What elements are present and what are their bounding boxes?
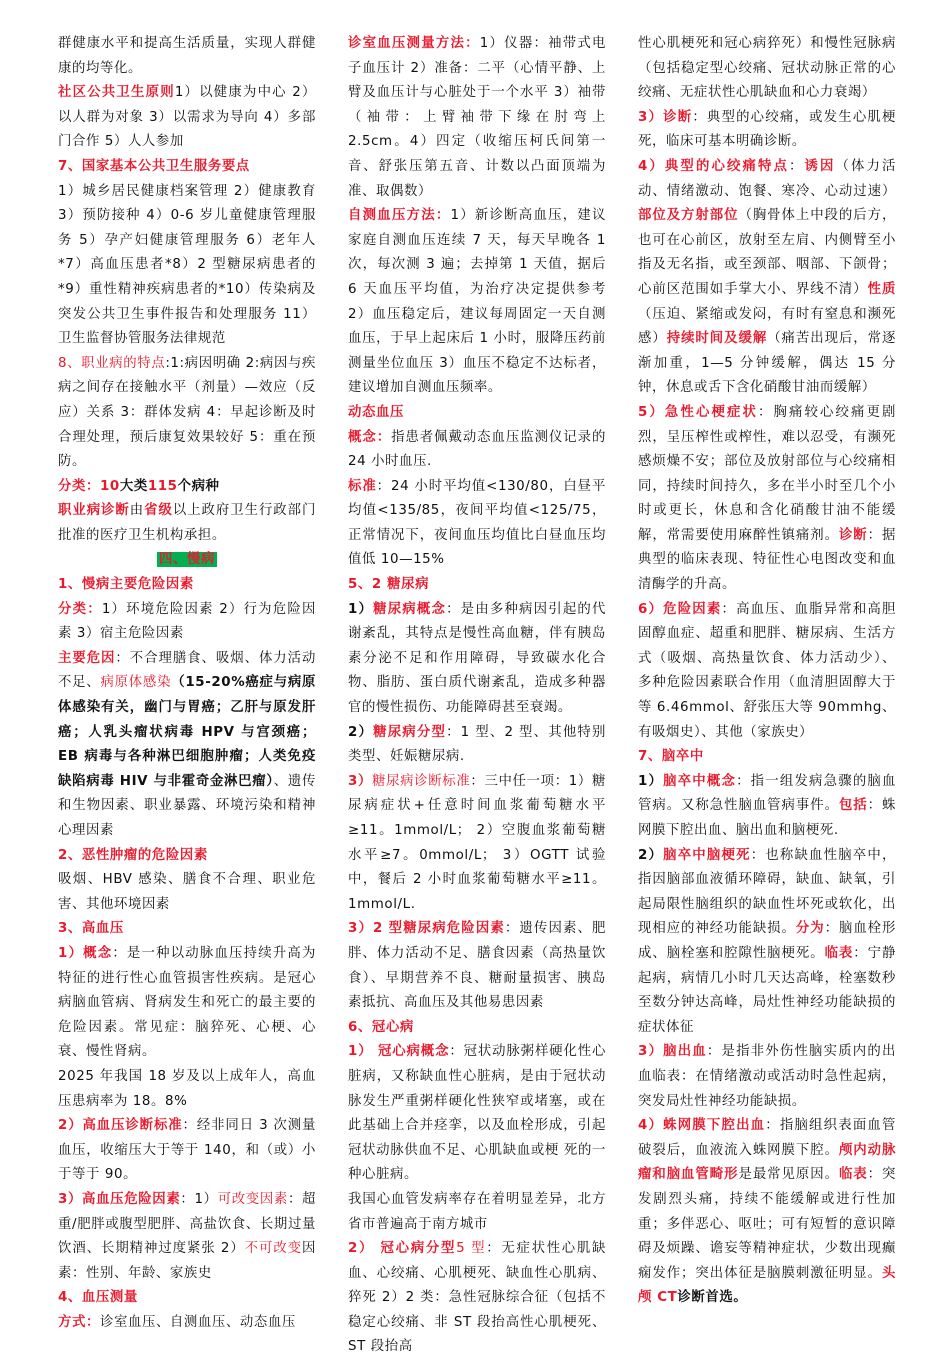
paragraph: 2）脑卒中脑梗死：也称缺血性脑卒中，指因脑部血液循环障碍，缺血、缺氧，引起局限性脑组织的缺血性坏死或软化，出现相应的神经功能缺损。分为：脑血栓形成、脑栓塞和腔隙性脑梗死。临表：宁静起病，病情几小时几天达高峰，栓塞数秒至数分钟达高峰，局灶性神经功能缺损的症状体征: [638, 847, 897, 1035]
paragraph: 分类：1）环境危险因素 2）行为危险因素 3）宿主危险因素: [58, 601, 316, 642]
section-title: 四、慢病: [159, 552, 215, 568]
paragraph: 8、职业病的特点:1:病因明确 2:病因与疾病之间存在接触水平（剂量）—效应（反应）关系 3：群体发病 4：早起诊断及时合理处理，预后康复效果较好 5：重在预防。: [58, 355, 316, 470]
paragraph: 1）脑卒中概念：指一组发病急骤的脑血管病。又称急性脑血管病事件。包括：蛛网膜下腔出血、脑出血和脑梗死.: [638, 773, 897, 838]
paragraph: 2）糖尿病分型：1 型、2 型、其他特别类型、妊娠糖尿病.: [348, 724, 606, 765]
paragraph: 3）脑出血：是指非外伤性脑实质内的出血临表：在情绪激动或活动时急性起病，突发局灶性神经功能缺损。: [638, 1044, 896, 1109]
paragraph: 方式：诊室血压、自测血压、动态血压: [58, 1314, 296, 1330]
heading-inline: 社区公共卫生原则: [58, 85, 175, 101]
paragraph: 5）急性心梗症状：胸痛较心绞痛更剧烈，呈压榨性或榨性，难以忍受，有濒死感烦燥不安；部位及放射部位与心绞痛相同，持续时间持久，多在半小时至几个小时或更长，休息和含化硝酸甘油不能缓解，常需要使用麻醉性镇痛剂。诊断：据典型的临床表现、特征性心电图改变和血清酶学的升高。: [638, 404, 896, 593]
section-heading: 7、脑卒中: [638, 749, 704, 765]
paragraph: 1）概念：是一种以动脉血压持续升高为特征的进行性心血管损害性疾病。是冠心病脑血管病、肾病发生和死亡的最主要的危险因素。常见症：脑猝死、心梗、心衰、慢性肾病。: [58, 945, 317, 1060]
paragraph: 1）糖尿病概念：是由多种病因引起的代谢紊乱，其特点是慢性高血糖，伴有胰岛素分泌不足和作用障碍，导致碳水化合物、脂肪、蛋白质代谢紊乱，造成多种器官的慢性损伤、功能障碍甚至衰竭。: [348, 601, 607, 716]
paragraph: 1） 冠心病概念：冠状动脉粥样硬化性心脏病，又称缺血性心脏病，是由于冠状动脉发生严重粥样硬化性狭窄或堵塞，或在此基础上合并痉挛，以及血栓形成，引起冠状动脉供血不足、心肌缺血或梗 死的一种心脏病。: [348, 1044, 607, 1183]
paragraph: 社区公共卫生原则1）以健康为中心 2）以人群为对象 3）以需求为导向 4）多部门合作 5）人人参加: [58, 85, 316, 150]
paragraph: 4）典型的心绞痛特点：诱因（体力活动、情绪激动、饱餐、寒冷、心动过速）部位及方射部位（胸骨体上中段的后方，也可在心前区，放射至左肩、内侧臂至小指及无名指，或至颈部、咽部、下颌骨；心前区范围如手掌大小、界线不清）性质（压迫、紧缩或发闷，有时有窒息和濒死感）持续时间及缓解（痛苦出现后，常逐渐加重，1—5 分钟缓解，偶达 15 分钟，休息或舌下含化硝酸甘油而缓解）: [638, 158, 897, 396]
paragraph: 性心肌梗死和冠心病猝死）和慢性冠脉病（包括稳定型心绞痛、冠状动脉正常的心绞痛、无症状性心肌缺血和心力衰竭）: [638, 36, 896, 101]
heading-inline: 8、职业病的特点: [58, 355, 166, 371]
paragraph: 3）高血压危险因素：1）可改变因素：超重/肥胖或腹型肥胖、高盐饮食、长期过量饮酒、长期精神过度紧张 2）不可改变因素：性别、年龄、家族史: [58, 1191, 317, 1281]
paragraph: 职业病诊断由省级以上政府卫生行政部门批准的医疗卫生机构承担。: [58, 503, 317, 543]
paragraph: 标准：24 小时平均值<130/80，白昼平均值<135/85，夜间平均值<125/75，正常情况下，夜间血压均值比白昼血压均值低 10—15%: [348, 478, 606, 568]
paragraph: 6）危险因素：高血压、血脂异常和高胆固醇血症、超重和肥胖、糖尿病、生活方式（吸烟、高热量饮食、体力活动少）、多种危险因素联合作用（血清胆固醇大于等 6.46mmol、舒张压大等 90mmhg、有吸烟史）、其他（家族史）: [638, 601, 896, 740]
paragraph: 主要危因：不合理膳食、吸烟、体力活动不足、病原体感染（15-20%癌症与病原体感染有关，幽门与胃癌；乙肝与原发肝癌；人乳头瘤状病毒 HPV 与宫颈癌；EB 病毒与各种淋巴细胞肿瘤；人类免疫缺陷病毒 HIV 与非霍奇金淋巴瘤）、遗传和生物因素、职业暴露、环境污染和精神心理因素: [58, 650, 316, 838]
paragraph: 我国心血管发病率存在着明显差异，北方省市普遍高于南方城市: [348, 1191, 606, 1232]
column-2: [348, 32, 606, 1360]
section-heading: 5、2 糖尿病: [348, 577, 430, 593]
section-heading: 7、国家基本公共卫生服务要点: [58, 158, 250, 174]
paragraph: 诊室血压测量方法：1）仪器：袖带式电子血压计 2）准备：二平（心情平静、上臂及血压计与心脏处于一个水平 3）袖带（袖带：上臂袖带下缘在肘弯上 2.5cm。4）四定（收缩压柯氏间第一音、舒张压第五音、计数以凸面顶端为准、取偶数）: [348, 36, 607, 199]
paragraph: 2）高血压诊断标准：经非同日 3 次测量血压，收缩压大于等于 140，和（或）小于等于 90。: [58, 1118, 316, 1183]
section-heading: 3、高血压: [58, 921, 124, 937]
paragraph: 4）蛛网膜下腔出血：指脑组织表面血管破裂后，血液流入蛛网膜下腔。颅内动脉瘤和脑血管畸形是最常见原因。临表：突发剧烈头痛，持续不能缓解或进行性加重；多伴恶心、呕吐；可有短暂的意识障碍及烦躁、谵妄等精神症状，少数出现癫痫发作；突出体征是脑膜刺激征明显。头颅 CT诊断首选。: [638, 1118, 896, 1306]
paragraph: 自测血压方法：1）新诊断高血压，建议家庭自测血压连续 7 天，每天早晚各 1 次，每次测 3 遍；去掉第 1 天值，据后 6 天血压平均值，为治疗决定提供参考 2）血压稳定后，建议每周固定一天自测血压，于早上起床后 1 小时，服降压药前测量坐位血压 3）血压不稳定不达标者，建议增加自测血压频率。: [348, 208, 606, 396]
section-heading: 2、恶性肿瘤的危险因素: [58, 847, 208, 863]
paragraph: 2025 年我国 18 岁及以上成年人，高血压患病率为 18。8%: [58, 1068, 316, 1109]
paragraph: 吸烟、HBV 感染、膳食不合理、职业危害、其他环境因素: [58, 872, 316, 912]
paragraph: 分类：10大类115个病种: [58, 478, 220, 494]
column-1: [58, 32, 316, 1335]
section-heading: 动态血压: [348, 404, 404, 420]
column-3: [638, 32, 896, 1311]
section-heading: 1、慢病主要危险因素: [58, 577, 194, 593]
section-heading: 4、血压测量: [58, 1290, 138, 1306]
paragraph: 2） 冠心病分型5 型：无症状性心肌缺血、心绞痛、心肌梗死、缺血性心肌病、猝死 2）2 类：急性冠脉综合征（包括不稳定心绞痛、非 ST 段抬高性心肌梗死、ST 段抬高: [348, 1241, 607, 1355]
paragraph: 3）糖尿病诊断标准：三中任一项：1）糖尿病症状+任意时间血浆葡萄糖水平≥11。1mmol/L； 2）空腹血浆葡萄糖水平≥7。0mmol/L； 3）OGTT 试验中，餐后 2 小时血浆葡萄糖水平≥11。1mmol/L.: [348, 773, 606, 912]
paragraph: 3）2 型糖尿病危险因素：遗传因素、肥胖、体力活动不足、膳食因素（高热量饮食）、早期营养不良、糖耐量损害、胰岛素抵抗、高血压及其他易患因素: [348, 921, 607, 1011]
paragraph: 群健康水平和提高生活质量，实现人群健康的均等化。: [58, 36, 316, 76]
paragraph: 3）诊断：典型的心绞痛，或发生心肌梗死，临床可基本明确诊断。: [638, 109, 897, 150]
paragraph: 概念：指患者佩戴动态血压监测仪记录的 24 小时血压.: [348, 429, 606, 470]
section-heading: 6、冠心病: [348, 1019, 414, 1035]
paragraph: 1）城乡居民健康档案管理 2）健康教育 3）预防接种 4）0-6 岁儿童健康管理服务 5）孕产妇健康管理服务 6）老年人*7）高血压患者*8）2 型糖尿病患者的*9）重性精神疾病患者的*10）传染病及突发公共卫生事件报告和处理服务 11）卫生监督协管服务法律规范: [58, 183, 316, 347]
